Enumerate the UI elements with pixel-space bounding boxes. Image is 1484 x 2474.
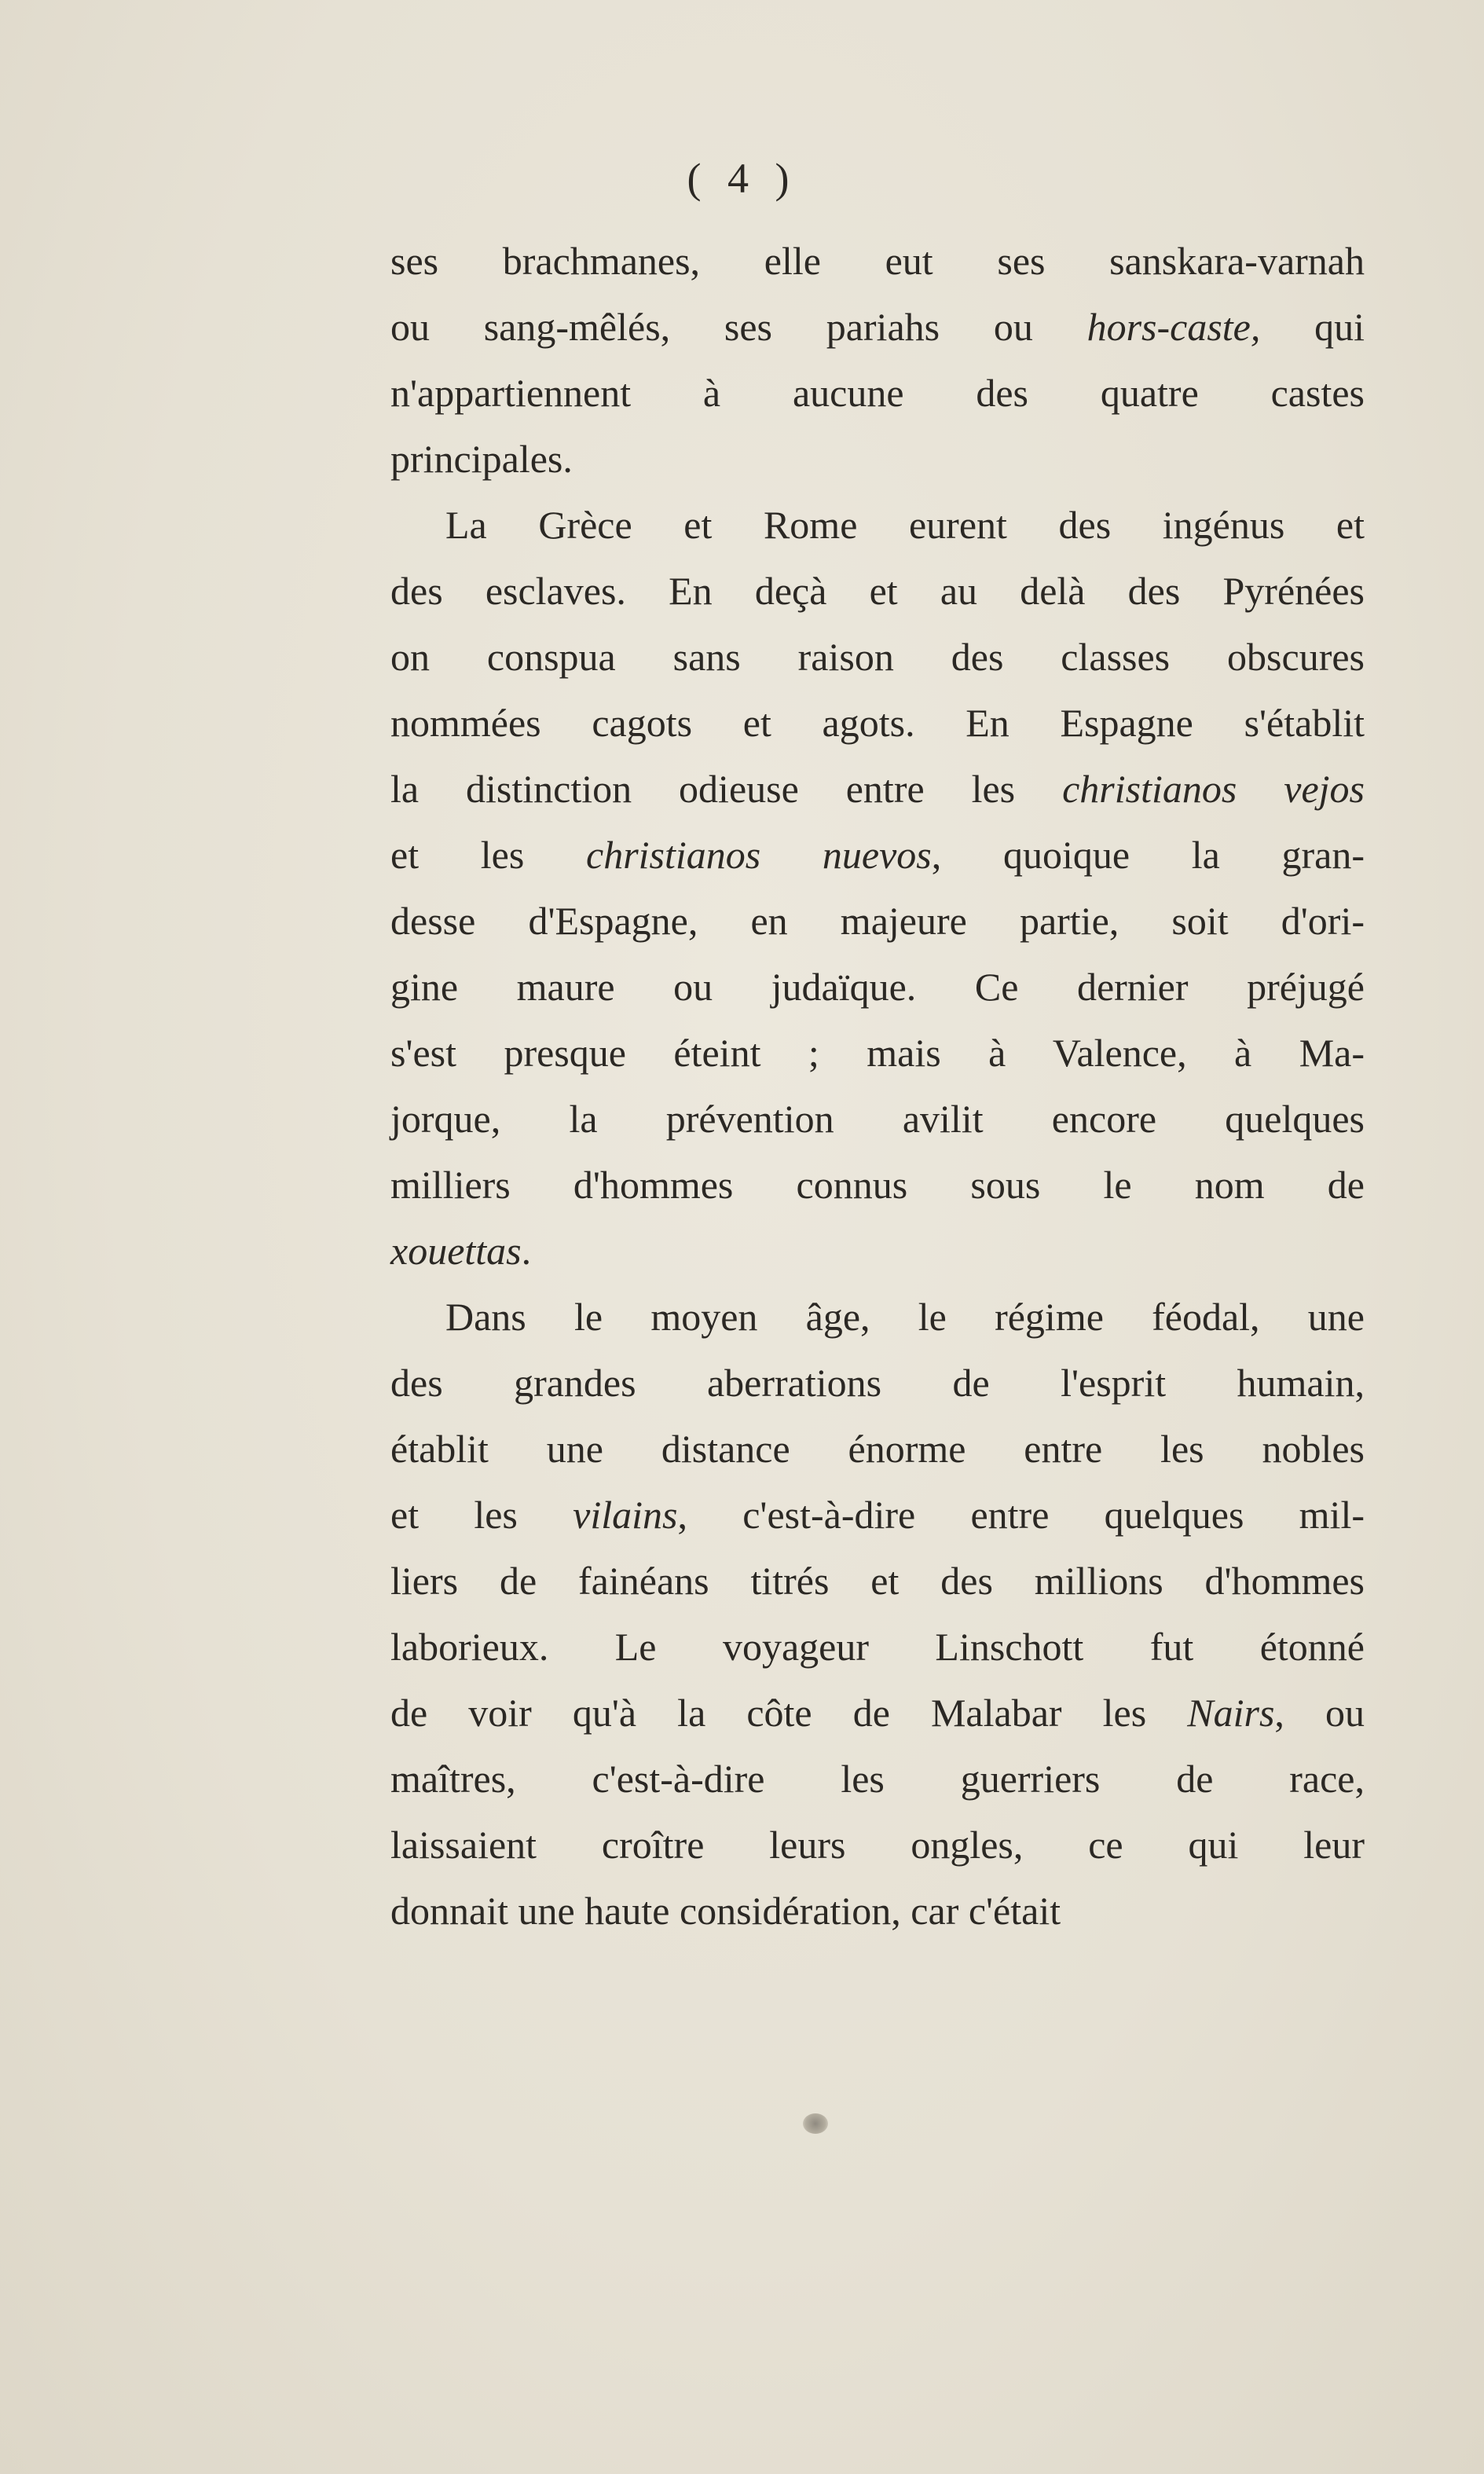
text-line xyxy=(390,1350,1365,1416)
text-line xyxy=(390,954,1365,1020)
text-line xyxy=(390,1746,1365,1812)
text-segment: Dans le moyen âge, le régime féodal, une xyxy=(445,1295,1365,1339)
text-segment: on conspua sans raison des classes obscures xyxy=(390,635,1365,679)
text-line xyxy=(390,1614,1365,1680)
text-segment: s'est presque éteint ; mais à Valence, à Ma- xyxy=(390,1031,1365,1075)
text-line xyxy=(390,1878,1365,1944)
text-segment: ses brachmanes, elle eut ses sanskara-varnah xyxy=(390,239,1365,283)
text-line xyxy=(390,360,1365,426)
text-line xyxy=(390,1482,1365,1548)
text-line xyxy=(390,1680,1365,1746)
text-line xyxy=(390,228,1365,294)
text-segment: établit une distance énorme entre les nobles xyxy=(390,1427,1365,1471)
text-segment: jorque, la prévention avilit encore quelques xyxy=(390,1097,1365,1141)
text-segment: principales. xyxy=(390,437,573,481)
text-segment: laissaient croître leurs ongles, ce qui leur xyxy=(390,1823,1365,1867)
text-line xyxy=(390,1812,1365,1878)
italic-term: Nairs xyxy=(1187,1691,1275,1735)
italic-term: christianos nuevos xyxy=(586,833,932,877)
text-line xyxy=(390,294,1365,360)
text-segment: des esclaves. En deçà et au delà des Pyrénées xyxy=(390,569,1365,613)
italic-term: vilains xyxy=(573,1493,678,1537)
text-segment: et les xyxy=(390,1493,573,1537)
text-segment: . xyxy=(521,1229,532,1273)
text-segment: maîtres, c'est-à-dire les guerriers de race, xyxy=(390,1757,1365,1801)
text-line xyxy=(390,558,1365,624)
text-segment: milliers d'hommes connus sous le nom de xyxy=(390,1163,1365,1207)
italic-term: christianos vejos xyxy=(1062,767,1365,811)
italic-term: hors-caste, xyxy=(1086,305,1261,349)
text-line xyxy=(390,822,1365,888)
page-number: ( 4 ) xyxy=(687,155,797,202)
text-segment: donnait une haute considération, car c'était xyxy=(390,1889,1061,1933)
text-segment: de voir qu'à la côte de Malabar les xyxy=(390,1691,1188,1735)
text-segment: ou sang-mêlés, ses pariahs ou xyxy=(390,305,1087,349)
text-segment: , c'est-à-dire entre quelques mil- xyxy=(677,1493,1365,1537)
text-segment: la distinction odieuse entre les xyxy=(390,767,1063,811)
text-line xyxy=(390,1284,1365,1350)
text-line xyxy=(390,1416,1365,1482)
body-text xyxy=(390,228,1365,1944)
text-segment: La Grèce et Rome eurent des ingénus et xyxy=(445,503,1365,547)
text-segment: des grandes aberrations de l'esprit humain, xyxy=(390,1361,1365,1405)
text-line xyxy=(390,426,1365,492)
text-line xyxy=(390,1020,1365,1086)
text-segment: liers de fainéans titrés et des millions d'hommes xyxy=(390,1559,1365,1603)
text-segment: et les xyxy=(390,833,586,877)
text-segment: , ou xyxy=(1274,1691,1365,1735)
text-line xyxy=(390,492,1365,558)
text-segment: desse d'Espagne, en majeure partie, soit d'ori- xyxy=(390,899,1365,943)
text-line xyxy=(390,1218,1365,1284)
text-line xyxy=(390,1152,1365,1218)
text-line xyxy=(390,888,1365,954)
text-segment: , quoique la gran- xyxy=(931,833,1365,877)
italic-term: xouettas xyxy=(390,1229,522,1273)
text-line xyxy=(390,690,1365,756)
text-segment: gine maure ou judaïque. Ce dernier préjugé xyxy=(390,965,1365,1009)
paper-stain xyxy=(803,2113,828,2134)
text-segment: n'appartiennent à aucune des quatre castes xyxy=(390,371,1365,415)
text-line xyxy=(390,624,1365,690)
text-line xyxy=(390,756,1365,822)
text-segment: nommées cagots et agots. En Espagne s'établit xyxy=(390,701,1365,745)
text-line xyxy=(390,1548,1365,1614)
text-line xyxy=(390,1086,1365,1152)
text-segment: laborieux. Le voyageur Linschott fut étonné xyxy=(390,1625,1365,1669)
text-segment: qui xyxy=(1260,305,1365,349)
